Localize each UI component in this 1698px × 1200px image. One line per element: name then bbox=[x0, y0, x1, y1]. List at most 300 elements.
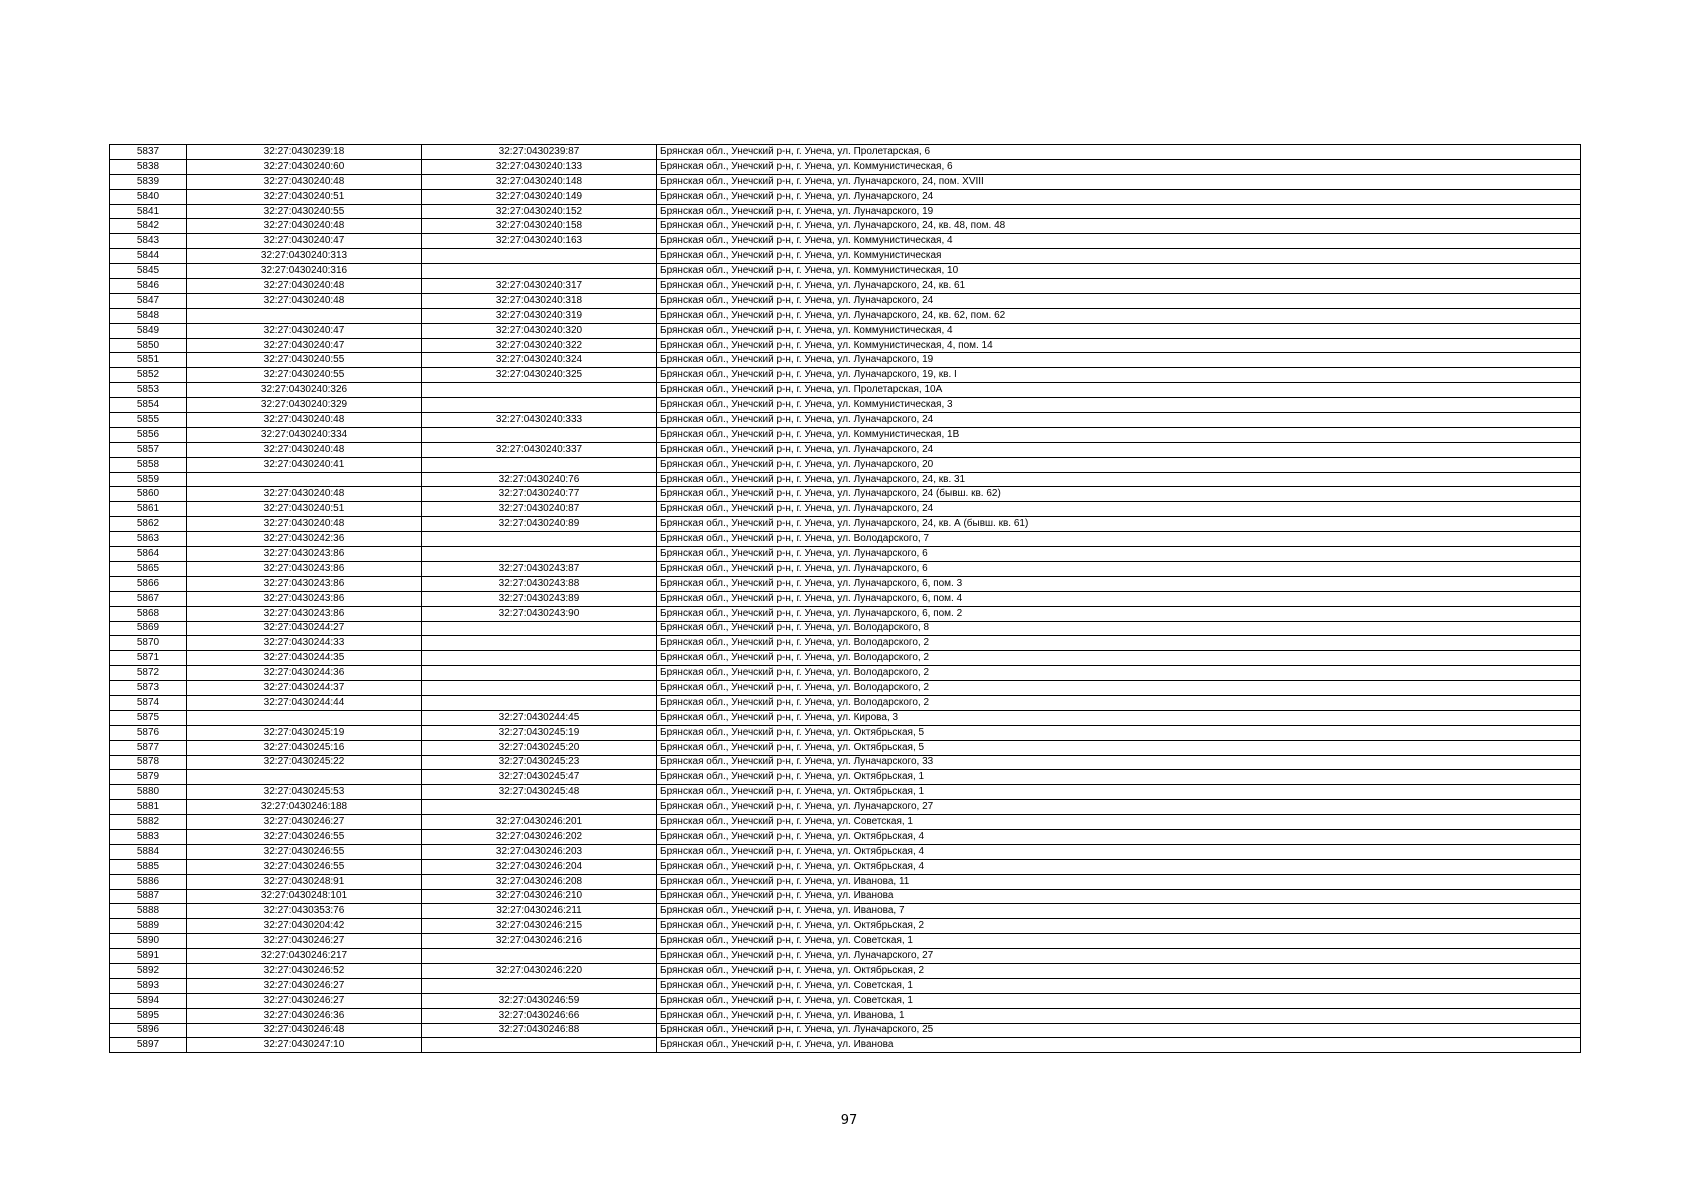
address-cell: Брянская обл., Унечский р-н, г. Унеча, ул. Луначарского, 24, пом. XVIII bbox=[657, 174, 1581, 189]
table-row bbox=[110, 934, 1581, 949]
parent-cadastral-number-cell: 32:27:0430246:48 bbox=[187, 1023, 422, 1038]
table-row bbox=[110, 978, 1581, 993]
cadastral-number-cell: 32:27:0430243:88 bbox=[422, 576, 657, 591]
parent-cadastral-number-cell: 32:27:0430240:41 bbox=[187, 457, 422, 472]
address-cell: Брянская обл., Унечский р-н, г. Унеча, ул. Советская, 1 bbox=[657, 815, 1581, 830]
table-row bbox=[110, 368, 1581, 383]
address-cell: Брянская обл., Унечский р-н, г. Унеча, ул. Советская, 1 bbox=[657, 934, 1581, 949]
parent-cadastral-number-cell: 32:27:0430240:60 bbox=[187, 159, 422, 174]
address-cell: Брянская обл., Унечский р-н, г. Унеча, ул. Володарского, 2 bbox=[657, 695, 1581, 710]
row-number-cell: 5890 bbox=[110, 934, 187, 949]
table-row bbox=[110, 472, 1581, 487]
address-cell: Брянская обл., Унечский р-н, г. Унеча, ул. Октябрьская, 1 bbox=[657, 770, 1581, 785]
parent-cadastral-number-cell: 32:27:0430240:334 bbox=[187, 427, 422, 442]
address-cell: Брянская обл., Унечский р-н, г. Унеча, ул. Луначарского, 24 bbox=[657, 293, 1581, 308]
table-row bbox=[110, 889, 1581, 904]
cadastral-number-cell: 32:27:0430246:59 bbox=[422, 993, 657, 1008]
parent-cadastral-number-cell: 32:27:0430240:47 bbox=[187, 323, 422, 338]
address-cell: Брянская обл., Унечский р-н, г. Унеча, ул. Коммунистическая, 1В bbox=[657, 427, 1581, 442]
table-row bbox=[110, 695, 1581, 710]
parent-cadastral-number-cell: 32:27:0430240:329 bbox=[187, 398, 422, 413]
parent-cadastral-number-cell: 32:27:0430243:86 bbox=[187, 591, 422, 606]
address-cell: Брянская обл., Унечский р-н, г. Унеча, ул. Коммунистическая, 4, пом. 14 bbox=[657, 338, 1581, 353]
parent-cadastral-number-cell: 32:27:0430244:37 bbox=[187, 681, 422, 696]
address-cell: Брянская обл., Унечский р-н, г. Унеча, ул. Октябрьская, 4 bbox=[657, 859, 1581, 874]
address-cell: Брянская обл., Унечский р-н, г. Унеча, ул. Луначарского, 24, кв. 61 bbox=[657, 279, 1581, 294]
parent-cadastral-number-cell: 32:27:0430246:217 bbox=[187, 949, 422, 964]
parent-cadastral-number-cell: 32:27:0430240:48 bbox=[187, 413, 422, 428]
cadastral-number-cell bbox=[422, 681, 657, 696]
table-row bbox=[110, 323, 1581, 338]
address-cell: Брянская обл., Унечский р-н, г. Унеча, ул. Луначарского, 24 bbox=[657, 502, 1581, 517]
parent-cadastral-number-cell: 32:27:0430246:188 bbox=[187, 800, 422, 815]
row-number-cell: 5896 bbox=[110, 1023, 187, 1038]
parent-cadastral-number-cell: 32:27:0430240:47 bbox=[187, 338, 422, 353]
address-cell: Брянская обл., Унечский р-н, г. Унеча, ул. Луначарского, 24, кв. 31 bbox=[657, 472, 1581, 487]
row-number-cell: 5844 bbox=[110, 249, 187, 264]
row-number-cell: 5873 bbox=[110, 681, 187, 696]
parent-cadastral-number-cell: 32:27:0430244:35 bbox=[187, 651, 422, 666]
table-row bbox=[110, 919, 1581, 934]
table-row bbox=[110, 606, 1581, 621]
row-number-cell: 5877 bbox=[110, 740, 187, 755]
cadastral-number-cell: 32:27:0430246:220 bbox=[422, 963, 657, 978]
table-row bbox=[110, 249, 1581, 264]
parent-cadastral-number-cell: 32:27:0430243:86 bbox=[187, 606, 422, 621]
address-cell: Брянская обл., Унечский р-н, г. Унеча, ул. Октябрьская, 4 bbox=[657, 829, 1581, 844]
cadastral-number-cell: 32:27:0430240:322 bbox=[422, 338, 657, 353]
address-cell: Брянская обл., Унечский р-н, г. Унеча, ул. Володарского, 2 bbox=[657, 651, 1581, 666]
cadastral-number-cell bbox=[422, 621, 657, 636]
row-number-cell: 5867 bbox=[110, 591, 187, 606]
parent-cadastral-number-cell: 32:27:0430248:101 bbox=[187, 889, 422, 904]
row-number-cell: 5874 bbox=[110, 695, 187, 710]
table-row bbox=[110, 949, 1581, 964]
parent-cadastral-number-cell: 32:27:0430240:316 bbox=[187, 264, 422, 279]
parent-cadastral-number-cell: 32:27:0430240:55 bbox=[187, 353, 422, 368]
parent-cadastral-number-cell: 32:27:0430240:51 bbox=[187, 189, 422, 204]
parent-cadastral-number-cell: 32:27:0430248:91 bbox=[187, 874, 422, 889]
cadastral-number-cell bbox=[422, 457, 657, 472]
row-number-cell: 5875 bbox=[110, 710, 187, 725]
cadastral-number-cell bbox=[422, 651, 657, 666]
parent-cadastral-number-cell: 32:27:0430246:27 bbox=[187, 993, 422, 1008]
cadastral-number-cell: 32:27:0430243:89 bbox=[422, 591, 657, 606]
address-cell: Брянская обл., Унечский р-н, г. Унеча, ул. Луначарского, 24 bbox=[657, 413, 1581, 428]
row-number-cell: 5857 bbox=[110, 442, 187, 457]
table-row bbox=[110, 204, 1581, 219]
cadastral-number-cell: 32:27:0430246:88 bbox=[422, 1023, 657, 1038]
row-number-cell: 5897 bbox=[110, 1038, 187, 1053]
cadastral-number-cell: 32:27:0430243:90 bbox=[422, 606, 657, 621]
address-cell: Брянская обл., Унечский р-н, г. Унеча, ул. Кирова, 3 bbox=[657, 710, 1581, 725]
table-row bbox=[110, 993, 1581, 1008]
cadastral-number-cell bbox=[422, 800, 657, 815]
row-number-cell: 5837 bbox=[110, 145, 187, 160]
cadastral-number-cell bbox=[422, 383, 657, 398]
parent-cadastral-number-cell: 32:27:0430246:55 bbox=[187, 844, 422, 859]
table-row bbox=[110, 755, 1581, 770]
parent-cadastral-number-cell: 32:27:0430244:36 bbox=[187, 666, 422, 681]
table-row bbox=[110, 219, 1581, 234]
cadastral-number-cell: 32:27:0430245:23 bbox=[422, 755, 657, 770]
table-row bbox=[110, 651, 1581, 666]
cadastral-number-cell: 32:27:0430246:216 bbox=[422, 934, 657, 949]
address-cell: Брянская обл., Унечский р-н, г. Унеча, ул. Луначарского, 24, кв. А (бывш. кв. 61) bbox=[657, 517, 1581, 532]
cadastral-number-cell bbox=[422, 1038, 657, 1053]
row-number-cell: 5841 bbox=[110, 204, 187, 219]
table-row bbox=[110, 576, 1581, 591]
address-cell: Брянская обл., Унечский р-н, г. Унеча, ул. Советская, 1 bbox=[657, 978, 1581, 993]
address-cell: Брянская обл., Унечский р-н, г. Унеча, ул. Володарского, 2 bbox=[657, 681, 1581, 696]
parent-cadastral-number-cell: 32:27:0430242:36 bbox=[187, 532, 422, 547]
row-number-cell: 5882 bbox=[110, 815, 187, 830]
table-row bbox=[110, 338, 1581, 353]
table-row bbox=[110, 442, 1581, 457]
table-row bbox=[110, 666, 1581, 681]
address-cell: Брянская обл., Унечский р-н, г. Унеча, ул. Луначарского, 24 bbox=[657, 189, 1581, 204]
row-number-cell: 5864 bbox=[110, 547, 187, 562]
row-number-cell: 5863 bbox=[110, 532, 187, 547]
address-cell: Брянская обл., Унечский р-н, г. Унеча, ул. Иванова, 7 bbox=[657, 904, 1581, 919]
table-row bbox=[110, 413, 1581, 428]
cadastral-number-cell bbox=[422, 978, 657, 993]
row-number-cell: 5876 bbox=[110, 725, 187, 740]
row-number-cell: 5840 bbox=[110, 189, 187, 204]
row-number-cell: 5855 bbox=[110, 413, 187, 428]
cadastral-number-cell bbox=[422, 636, 657, 651]
cadastral-number-cell bbox=[422, 264, 657, 279]
table-row bbox=[110, 159, 1581, 174]
row-number-cell: 5872 bbox=[110, 666, 187, 681]
cadastral-number-cell: 32:27:0430246:208 bbox=[422, 874, 657, 889]
cadastral-number-cell: 32:27:0430240:133 bbox=[422, 159, 657, 174]
parent-cadastral-number-cell: 32:27:0430240:47 bbox=[187, 234, 422, 249]
row-number-cell: 5865 bbox=[110, 561, 187, 576]
row-number-cell: 5891 bbox=[110, 949, 187, 964]
table-row bbox=[110, 874, 1581, 889]
parent-cadastral-number-cell bbox=[187, 770, 422, 785]
address-cell: Брянская обл., Унечский р-н, г. Унеча, ул. Луначарского, 6 bbox=[657, 561, 1581, 576]
table-row bbox=[110, 457, 1581, 472]
row-number-cell: 5839 bbox=[110, 174, 187, 189]
parent-cadastral-number-cell: 32:27:0430239:18 bbox=[187, 145, 422, 160]
cadastral-number-cell: 32:27:0430240:76 bbox=[422, 472, 657, 487]
table-row bbox=[110, 293, 1581, 308]
address-cell: Брянская обл., Унечский р-н, г. Унеча, ул. Коммунистическая, 4 bbox=[657, 323, 1581, 338]
row-number-cell: 5854 bbox=[110, 398, 187, 413]
table-row bbox=[110, 815, 1581, 830]
parent-cadastral-number-cell: 32:27:0430243:86 bbox=[187, 547, 422, 562]
parent-cadastral-number-cell: 32:27:0430204:42 bbox=[187, 919, 422, 934]
parent-cadastral-number-cell: 32:27:0430244:44 bbox=[187, 695, 422, 710]
address-cell: Брянская обл., Унечский р-н, г. Унеча, ул. Октябрьская, 5 bbox=[657, 740, 1581, 755]
address-cell: Брянская обл., Унечский р-н, г. Унеча, ул. Луначарского, 19, кв. I bbox=[657, 368, 1581, 383]
cadastral-number-cell: 32:27:0430240:77 bbox=[422, 487, 657, 502]
parent-cadastral-number-cell: 32:27:0430240:48 bbox=[187, 174, 422, 189]
row-number-cell: 5853 bbox=[110, 383, 187, 398]
table-row bbox=[110, 353, 1581, 368]
row-number-cell: 5846 bbox=[110, 279, 187, 294]
row-number-cell: 5860 bbox=[110, 487, 187, 502]
address-cell: Брянская обл., Унечский р-н, г. Унеча, ул. Октябрьская, 5 bbox=[657, 725, 1581, 740]
parent-cadastral-number-cell: 32:27:0430246:27 bbox=[187, 978, 422, 993]
table-row bbox=[110, 398, 1581, 413]
table-row bbox=[110, 279, 1581, 294]
parent-cadastral-number-cell: 32:27:0430240:313 bbox=[187, 249, 422, 264]
row-number-cell: 5845 bbox=[110, 264, 187, 279]
row-number-cell: 5879 bbox=[110, 770, 187, 785]
cadastral-number-cell bbox=[422, 695, 657, 710]
table-row bbox=[110, 234, 1581, 249]
table-row bbox=[110, 785, 1581, 800]
table-row bbox=[110, 829, 1581, 844]
cadastral-number-cell: 32:27:0430240:318 bbox=[422, 293, 657, 308]
parent-cadastral-number-cell: 32:27:0430240:51 bbox=[187, 502, 422, 517]
table-row bbox=[110, 844, 1581, 859]
table-row bbox=[110, 1038, 1581, 1053]
page-number: 97 bbox=[840, 1113, 858, 1128]
cadastral-number-cell bbox=[422, 547, 657, 562]
address-cell: Брянская обл., Унечский р-н, г. Унеча, ул. Луначарского, 33 bbox=[657, 755, 1581, 770]
cadastral-number-cell: 32:27:0430240:317 bbox=[422, 279, 657, 294]
row-number-cell: 5862 bbox=[110, 517, 187, 532]
cadastral-number-cell bbox=[422, 249, 657, 264]
cadastral-number-cell: 32:27:0430240:337 bbox=[422, 442, 657, 457]
row-number-cell: 5866 bbox=[110, 576, 187, 591]
table-row bbox=[110, 621, 1581, 636]
address-cell: Брянская обл., Унечский р-н, г. Унеча, ул. Иванова, 1 bbox=[657, 1008, 1581, 1023]
address-cell: Брянская обл., Унечский р-н, г. Унеча, ул. Луначарского, 24, кв. 62, пом. 62 bbox=[657, 308, 1581, 323]
parent-cadastral-number-cell: 32:27:0430240:55 bbox=[187, 204, 422, 219]
cadastral-number-cell: 32:27:0430240:320 bbox=[422, 323, 657, 338]
table-row bbox=[110, 547, 1581, 562]
parent-cadastral-number-cell: 32:27:0430243:86 bbox=[187, 561, 422, 576]
parent-cadastral-number-cell: 32:27:0430244:33 bbox=[187, 636, 422, 651]
cadastral-number-cell: 32:27:0430240:148 bbox=[422, 174, 657, 189]
address-cell: Брянская обл., Унечский р-н, г. Унеча, ул. Володарского, 7 bbox=[657, 532, 1581, 547]
row-number-cell: 5849 bbox=[110, 323, 187, 338]
parent-cadastral-number-cell bbox=[187, 710, 422, 725]
address-cell: Брянская обл., Унечский р-н, г. Унеча, ул. Луначарского, 20 bbox=[657, 457, 1581, 472]
table-row bbox=[110, 264, 1581, 279]
address-cell: Брянская обл., Унечский р-н, г. Унеча, ул. Луначарского, 19 bbox=[657, 353, 1581, 368]
table-row bbox=[110, 800, 1581, 815]
address-cell: Брянская обл., Унечский р-н, г. Унеча, ул. Луначарского, 6, пом. 2 bbox=[657, 606, 1581, 621]
cadastral-number-cell: 32:27:0430246:66 bbox=[422, 1008, 657, 1023]
address-cell: Брянская обл., Унечский р-н, г. Унеча, ул. Иванова bbox=[657, 1038, 1581, 1053]
row-number-cell: 5885 bbox=[110, 859, 187, 874]
table-row bbox=[110, 963, 1581, 978]
parent-cadastral-number-cell: 32:27:0430244:27 bbox=[187, 621, 422, 636]
cadastral-number-cell: 32:27:0430240:163 bbox=[422, 234, 657, 249]
row-number-cell: 5894 bbox=[110, 993, 187, 1008]
parent-cadastral-number-cell: 32:27:0430240:48 bbox=[187, 219, 422, 234]
address-cell: Брянская обл., Унечский р-н, г. Унеча, ул. Луначарского, 19 bbox=[657, 204, 1581, 219]
table-row bbox=[110, 740, 1581, 755]
parent-cadastral-number-cell: 32:27:0430246:36 bbox=[187, 1008, 422, 1023]
table-row bbox=[110, 591, 1581, 606]
table-row bbox=[110, 517, 1581, 532]
address-cell: Брянская обл., Унечский р-н, г. Унеча, ул. Октябрьская, 2 bbox=[657, 963, 1581, 978]
row-number-cell: 5859 bbox=[110, 472, 187, 487]
cadastral-number-cell: 32:27:0430245:48 bbox=[422, 785, 657, 800]
parent-cadastral-number-cell bbox=[187, 308, 422, 323]
table-row bbox=[110, 145, 1581, 160]
address-cell: Брянская обл., Унечский р-н, г. Унеча, ул. Коммунистическая, 6 bbox=[657, 159, 1581, 174]
cadastral-number-cell: 32:27:0430245:20 bbox=[422, 740, 657, 755]
parent-cadastral-number-cell: 32:27:0430240:326 bbox=[187, 383, 422, 398]
address-cell: Брянская обл., Унечский р-н, г. Унеча, ул. Володарского, 2 bbox=[657, 666, 1581, 681]
address-cell: Брянская обл., Унечский р-н, г. Унеча, ул. Луначарского, 6, пом. 3 bbox=[657, 576, 1581, 591]
address-cell: Брянская обл., Унечский р-н, г. Унеча, ул. Луначарского, 24 (бывш. кв. 62) bbox=[657, 487, 1581, 502]
cadastral-number-cell: 32:27:0430246:202 bbox=[422, 829, 657, 844]
table-row bbox=[110, 383, 1581, 398]
table-row bbox=[110, 681, 1581, 696]
table-row bbox=[110, 770, 1581, 785]
address-cell: Брянская обл., Унечский р-н, г. Унеча, ул. Иванова bbox=[657, 889, 1581, 904]
address-cell: Брянская обл., Унечский р-н, г. Унеча, ул. Луначарского, 27 bbox=[657, 949, 1581, 964]
parent-cadastral-number-cell: 32:27:0430240:55 bbox=[187, 368, 422, 383]
cadastral-number-cell bbox=[422, 427, 657, 442]
row-number-cell: 5892 bbox=[110, 963, 187, 978]
address-cell: Брянская обл., Унечский р-н, г. Унеча, ул. Коммунистическая, 3 bbox=[657, 398, 1581, 413]
row-number-cell: 5884 bbox=[110, 844, 187, 859]
address-cell: Брянская обл., Унечский р-н, г. Унеча, ул. Иванова, 11 bbox=[657, 874, 1581, 889]
row-number-cell: 5842 bbox=[110, 219, 187, 234]
row-number-cell: 5861 bbox=[110, 502, 187, 517]
row-number-cell: 5880 bbox=[110, 785, 187, 800]
cadastral-number-cell: 32:27:0430246:215 bbox=[422, 919, 657, 934]
row-number-cell: 5870 bbox=[110, 636, 187, 651]
row-number-cell: 5878 bbox=[110, 755, 187, 770]
row-number-cell: 5889 bbox=[110, 919, 187, 934]
address-cell: Брянская обл., Унечский р-н, г. Унеча, ул. Володарского, 2 bbox=[657, 636, 1581, 651]
row-number-cell: 5868 bbox=[110, 606, 187, 621]
parent-cadastral-number-cell: 32:27:0430245:16 bbox=[187, 740, 422, 755]
row-number-cell: 5871 bbox=[110, 651, 187, 666]
parent-cadastral-number-cell: 32:27:0430243:86 bbox=[187, 576, 422, 591]
table-row bbox=[110, 725, 1581, 740]
cadastral-number-cell bbox=[422, 949, 657, 964]
address-cell: Брянская обл., Унечский р-н, г. Унеча, ул. Луначарского, 27 bbox=[657, 800, 1581, 815]
parent-cadastral-number-cell: 32:27:0430246:55 bbox=[187, 859, 422, 874]
cadastral-number-cell: 32:27:0430240:158 bbox=[422, 219, 657, 234]
row-number-cell: 5851 bbox=[110, 353, 187, 368]
row-number-cell: 5886 bbox=[110, 874, 187, 889]
cadastral-number-cell: 32:27:0430243:87 bbox=[422, 561, 657, 576]
cadastral-number-cell: 32:27:0430246:203 bbox=[422, 844, 657, 859]
row-number-cell: 5848 bbox=[110, 308, 187, 323]
row-number-cell: 5858 bbox=[110, 457, 187, 472]
cadastral-number-cell: 32:27:0430240:89 bbox=[422, 517, 657, 532]
row-number-cell: 5856 bbox=[110, 427, 187, 442]
table-row bbox=[110, 189, 1581, 204]
row-number-cell: 5850 bbox=[110, 338, 187, 353]
parent-cadastral-number-cell: 32:27:0430245:53 bbox=[187, 785, 422, 800]
address-cell: Брянская обл., Унечский р-н, г. Унеча, ул. Пролетарская, 6 bbox=[657, 145, 1581, 160]
address-cell: Брянская обл., Унечский р-н, г. Унеча, ул. Октябрьская, 2 bbox=[657, 919, 1581, 934]
cadastral-number-cell: 32:27:0430246:201 bbox=[422, 815, 657, 830]
address-cell: Брянская обл., Унечский р-н, г. Унеча, ул. Октябрьская, 1 bbox=[657, 785, 1581, 800]
address-cell: Брянская обл., Унечский р-н, г. Унеча, ул. Володарского, 8 bbox=[657, 621, 1581, 636]
cadastral-number-cell: 32:27:0430246:210 bbox=[422, 889, 657, 904]
cadastral-number-cell: 32:27:0430240:149 bbox=[422, 189, 657, 204]
parent-cadastral-number-cell: 32:27:0430245:19 bbox=[187, 725, 422, 740]
address-cell: Брянская обл., Унечский р-н, г. Унеча, ул. Советская, 1 bbox=[657, 993, 1581, 1008]
row-number-cell: 5883 bbox=[110, 829, 187, 844]
cadastral-number-cell: 32:27:0430240:324 bbox=[422, 353, 657, 368]
cadastral-number-cell: 32:27:0430245:19 bbox=[422, 725, 657, 740]
parent-cadastral-number-cell: 32:27:0430245:22 bbox=[187, 755, 422, 770]
address-cell: Брянская обл., Унечский р-н, г. Унеча, ул. Коммунистическая, 4 bbox=[657, 234, 1581, 249]
register-table-body bbox=[110, 145, 1581, 1053]
cadastral-number-cell: 32:27:0430245:47 bbox=[422, 770, 657, 785]
row-number-cell: 5838 bbox=[110, 159, 187, 174]
cadastral-number-cell: 32:27:0430240:325 bbox=[422, 368, 657, 383]
row-number-cell: 5895 bbox=[110, 1008, 187, 1023]
table-row bbox=[110, 308, 1581, 323]
cadastral-number-cell: 32:27:0430246:204 bbox=[422, 859, 657, 874]
cadastral-number-cell: 32:27:0430244:45 bbox=[422, 710, 657, 725]
parent-cadastral-number-cell: 32:27:0430246:52 bbox=[187, 963, 422, 978]
parent-cadastral-number-cell: 32:27:0430240:48 bbox=[187, 293, 422, 308]
table-row bbox=[110, 904, 1581, 919]
cadastral-number-cell: 32:27:0430240:87 bbox=[422, 502, 657, 517]
parent-cadastral-number-cell: 32:27:0430240:48 bbox=[187, 487, 422, 502]
table-row bbox=[110, 710, 1581, 725]
address-cell: Брянская обл., Унечский р-н, г. Унеча, ул. Октябрьская, 4 bbox=[657, 844, 1581, 859]
row-number-cell: 5847 bbox=[110, 293, 187, 308]
table-row bbox=[110, 487, 1581, 502]
cadastral-number-cell bbox=[422, 666, 657, 681]
cadastral-number-cell: 32:27:0430240:333 bbox=[422, 413, 657, 428]
cadastral-number-cell: 32:27:0430246:211 bbox=[422, 904, 657, 919]
register-table bbox=[109, 144, 1581, 1053]
table-row bbox=[110, 174, 1581, 189]
address-cell: Брянская обл., Унечский р-н, г. Унеча, ул. Луначарского, 24 bbox=[657, 442, 1581, 457]
address-cell: Брянская обл., Унечский р-н, г. Унеча, ул. Пролетарская, 10А bbox=[657, 383, 1581, 398]
parent-cadastral-number-cell: 32:27:0430246:27 bbox=[187, 815, 422, 830]
address-cell: Брянская обл., Унечский р-н, г. Унеча, ул. Луначарского, 6, пом. 4 bbox=[657, 591, 1581, 606]
address-cell: Брянская обл., Унечский р-н, г. Унеча, ул. Луначарского, 25 bbox=[657, 1023, 1581, 1038]
parent-cadastral-number-cell: 32:27:0430353:76 bbox=[187, 904, 422, 919]
parent-cadastral-number-cell: 32:27:0430240:48 bbox=[187, 279, 422, 294]
parent-cadastral-number-cell: 32:27:0430246:55 bbox=[187, 829, 422, 844]
parent-cadastral-number-cell bbox=[187, 472, 422, 487]
cadastral-number-cell bbox=[422, 532, 657, 547]
table-row bbox=[110, 1008, 1581, 1023]
row-number-cell: 5881 bbox=[110, 800, 187, 815]
cadastral-number-cell bbox=[422, 398, 657, 413]
cadastral-number-cell: 32:27:0430240:319 bbox=[422, 308, 657, 323]
address-cell: Брянская обл., Унечский р-н, г. Унеча, ул. Коммунистическая bbox=[657, 249, 1581, 264]
address-cell: Брянская обл., Унечский р-н, г. Унеча, ул. Луначарского, 24, кв. 48, пом. 48 bbox=[657, 219, 1581, 234]
cadastral-number-cell: 32:27:0430239:87 bbox=[422, 145, 657, 160]
table-row bbox=[110, 427, 1581, 442]
row-number-cell: 5887 bbox=[110, 889, 187, 904]
parent-cadastral-number-cell: 32:27:0430240:48 bbox=[187, 517, 422, 532]
table-row bbox=[110, 636, 1581, 651]
parent-cadastral-number-cell: 32:27:0430247:10 bbox=[187, 1038, 422, 1053]
row-number-cell: 5843 bbox=[110, 234, 187, 249]
row-number-cell: 5852 bbox=[110, 368, 187, 383]
table-row bbox=[110, 1023, 1581, 1038]
parent-cadastral-number-cell: 32:27:0430246:27 bbox=[187, 934, 422, 949]
address-cell: Брянская обл., Унечский р-н, г. Унеча, ул. Коммунистическая, 10 bbox=[657, 264, 1581, 279]
row-number-cell: 5893 bbox=[110, 978, 187, 993]
cadastral-number-cell: 32:27:0430240:152 bbox=[422, 204, 657, 219]
